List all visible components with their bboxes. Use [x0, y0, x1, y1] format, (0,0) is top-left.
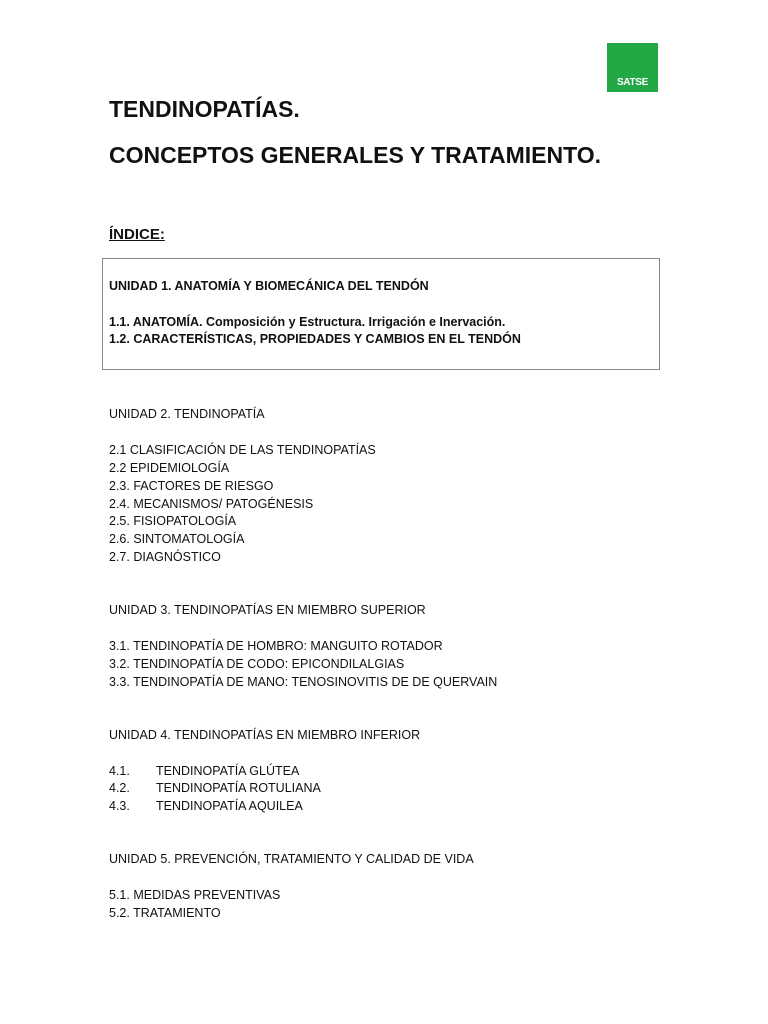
unit4-item-number: 4.1.	[109, 764, 130, 778]
unit1-item: 1.2. CARACTERÍSTICAS, PROPIEDADES Y CAMBIOS EN EL TENDÓN	[109, 332, 521, 346]
unit1-title: UNIDAD 1. ANATOMÍA Y BIOMECÁNICA DEL TENDÓN	[109, 279, 429, 293]
unit4-item	[109, 780, 321, 796]
unit3-title: UNIDAD 3. TENDINOPATÍAS EN MIEMBRO SUPERIOR	[109, 603, 426, 617]
unit2-item: 2.2 EPIDEMIOLOGÍA	[109, 461, 230, 475]
unit3-item: 3.3. TENDINOPATÍA DE MANO: TENOSINOVITIS DE DE QUERVAIN	[109, 675, 498, 689]
page-title-line-2: CONCEPTOS GENERALES Y TRATAMIENTO.	[109, 142, 602, 168]
unit5-item: 5.1. MEDIDAS PREVENTIVAS	[109, 888, 281, 902]
unit2-item: 2.6. SINTOMATOLOGÍA	[109, 532, 245, 546]
unit4-title: UNIDAD 4. TENDINOPATÍAS EN MIEMBRO INFERIOR	[109, 728, 421, 742]
unit2-title: UNIDAD 2. TENDINOPATÍA	[109, 407, 265, 421]
unit2-item: 2.7. DIAGNÓSTICO	[109, 550, 221, 564]
unit4-item-number: 4.3.	[109, 799, 130, 813]
logo-text: SATSE	[616, 77, 649, 88]
unit4-item-number: 4.2.	[109, 781, 130, 795]
unit2-item: 2.3. FACTORES DE RIESGO	[109, 479, 274, 493]
unit5-item: 5.2. TRATAMIENTO	[109, 906, 221, 920]
unit2-item: 2.4. MECANISMOS/ PATOGÉNESIS	[109, 497, 314, 511]
unit4-item-text: TENDINOPATÍA ROTULIANA	[156, 781, 321, 795]
satse-logo	[607, 43, 658, 92]
unit1-item: 1.1. ANATOMÍA. Composición y Estructura. Irrigación e Inervación.	[109, 315, 506, 329]
unit2-item: 2.5. FISIOPATOLOGÍA	[109, 514, 237, 528]
index-heading: ÍNDICE:	[109, 226, 165, 243]
unit4-item-text: TENDINOPATÍA GLÚTEA	[156, 764, 300, 778]
unit2-item: 2.1 CLASIFICACIÓN DE LAS TENDINOPATÍAS	[109, 443, 376, 457]
unit4-item	[109, 763, 299, 779]
unit4-item	[109, 798, 303, 814]
page-title-line-1: TENDINOPATÍAS.	[109, 96, 300, 122]
unit3-item: 3.2. TENDINOPATÍA DE CODO: EPICONDILALGIAS	[109, 657, 405, 671]
unit3-item: 3.1. TENDINOPATÍA DE HOMBRO: MANGUITO ROTADOR	[109, 639, 443, 653]
unit4-item-text: TENDINOPATÍA AQUILEA	[156, 799, 303, 813]
unit5-title: UNIDAD 5. PREVENCIÓN, TRATAMIENTO Y CALIDAD DE VIDA	[109, 852, 474, 866]
